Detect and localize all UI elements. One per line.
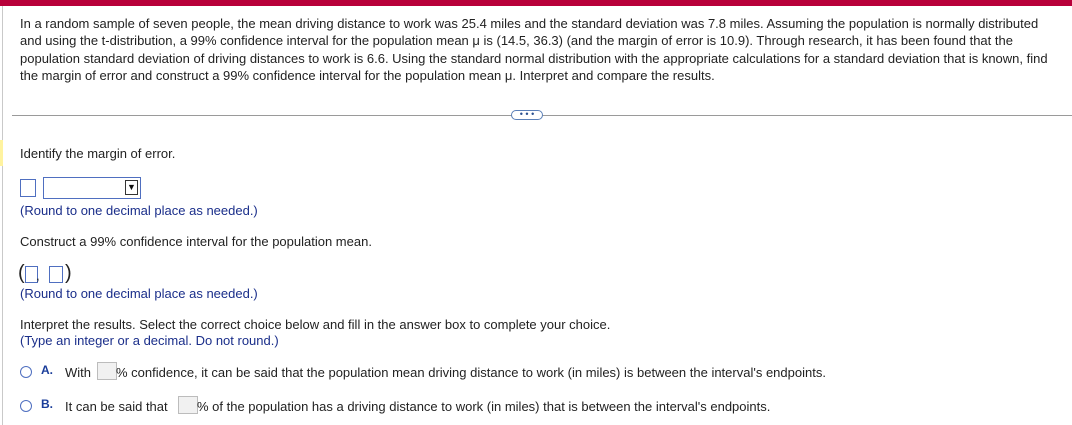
close-paren: ) bbox=[65, 262, 72, 284]
margin-of-error-input[interactable] bbox=[20, 179, 36, 197]
choice-b[interactable] bbox=[20, 399, 1060, 419]
problem-statement: In a random sample of seven people, the mean driving distance to work was 25.4 miles and the standard deviation was 7.8 miles. Assuming the population is normally distributed and using the t-distribution, a 99% confidence interval for the population mean μ is (14.5, 36.3) (and the margin of error is 10.9). Through research, it has been found that the population standard deviation of driving distances to work is 6.6. Using the standard normal distribution with the appropriate calculations for a standard deviation that is known, find the margin of error and construct a 99% confidence interval for the population mean μ. Interpret and compare the results. bbox=[20, 16, 1048, 83]
top-accent-bar bbox=[0, 0, 1072, 6]
round-hint-1: (Round to one decimal place as needed.) bbox=[20, 203, 258, 218]
current-question-marker bbox=[0, 140, 3, 166]
choice-a-radio[interactable] bbox=[20, 366, 32, 378]
choice-a-answer-box[interactable] bbox=[97, 362, 117, 380]
choice-b-text-before: It can be said that bbox=[65, 399, 168, 414]
choice-a-text-after: % confidence, it can be said that the population mean driving distance to work (in miles) is between the interval's endpoints. bbox=[116, 365, 826, 380]
choice-b-answer-box[interactable] bbox=[178, 396, 198, 414]
choice-a-text-before: With bbox=[65, 365, 91, 380]
round-hint-2: (Round to one decimal place as needed.) bbox=[20, 286, 258, 301]
interval-upper-input[interactable] bbox=[49, 266, 63, 283]
margin-of-error-dropdown[interactable] bbox=[43, 177, 141, 199]
left-border bbox=[2, 6, 3, 425]
choice-a[interactable] bbox=[20, 365, 1060, 385]
interpret-prompt: Interpret the results. Select the correct choice below and fill in the answer box to complete your choice. bbox=[20, 317, 611, 332]
choice-a-letter: A. bbox=[41, 363, 53, 377]
open-paren: ( bbox=[18, 262, 25, 284]
choice-b-text-after: % of the population has a driving distance to work (in miles) that is between the interval's endpoints. bbox=[197, 399, 771, 414]
confidence-interval-prompt: Construct a 99% confidence interval for the population mean. bbox=[20, 234, 372, 249]
choice-b-letter: B. bbox=[41, 397, 53, 411]
choice-b-radio[interactable] bbox=[20, 400, 32, 412]
chevron-down-icon[interactable]: ▼ bbox=[125, 180, 138, 195]
expand-more-button[interactable]: • • • bbox=[511, 110, 543, 120]
interval-comma: , bbox=[36, 268, 40, 283]
type-integer-hint: (Type an integer or a decimal. Do not round.) bbox=[20, 333, 279, 348]
margin-of-error-prompt: Identify the margin of error. bbox=[20, 146, 176, 161]
